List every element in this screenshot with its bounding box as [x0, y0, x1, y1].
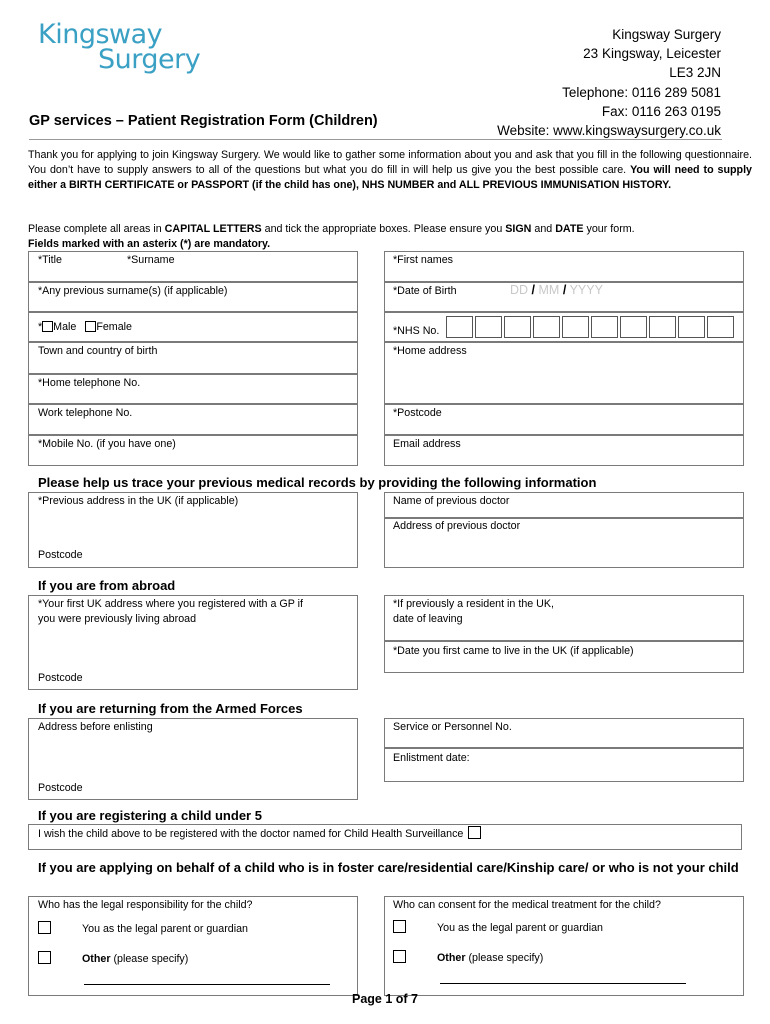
inst-bold: CAPITAL LETTERS: [164, 223, 262, 235]
divider: [29, 139, 722, 140]
inst-bold: DATE: [555, 223, 584, 235]
nhs-digit-box[interactable]: [707, 316, 734, 338]
mobile-label: *Mobile No. (if you have one): [38, 438, 176, 450]
abroad-postcode-label: Postcode: [38, 672, 83, 684]
chs-checkbox[interactable]: [468, 826, 481, 839]
addr-before-label: Address before enlisting: [38, 721, 153, 733]
abroad-heading: If you are from abroad: [38, 578, 176, 593]
other-label: Other: [81, 953, 111, 965]
title-label: *Title: [38, 254, 62, 266]
legal-parent-option: [38, 921, 248, 937]
logo-line2: Surgery: [98, 44, 201, 75]
form-title: GP services – Patient Registration Form (Children): [29, 113, 378, 129]
leaving-label: *If previously a resident in the UK,: [393, 598, 554, 610]
inst-bold: SIGN: [505, 223, 532, 235]
dob-day: DD: [510, 283, 529, 297]
service-no-label: Service or Personnel No.: [393, 721, 512, 733]
home-tel-label: *Home telephone No.: [38, 377, 141, 389]
address-line: 23 Kingsway, Leicester: [583, 46, 721, 62]
nhs-digit-box[interactable]: [475, 316, 502, 338]
address-line: LE3 2JN: [669, 65, 721, 81]
foster-heading: If you are applying on behalf of a child who is in foster care/residential care/Kinship care/ or who is not your child: [38, 860, 739, 875]
address-line: Fax: 0116 263 0195: [601, 103, 721, 119]
kingsway-surgery-logo: [38, 19, 213, 80]
consent-label: Who can consent for the medical treatment for the child?: [393, 899, 661, 911]
email-label: Email address: [393, 438, 461, 450]
address-line: Kingsway Surgery: [612, 27, 721, 42]
intro-bold: You will need to supply either a BIRTH CERTIFICATE or PASSPORT (if the child has one), NHS NUMBER and ALL PREVIOUS IMMUNISATION HISTORY.: [28, 164, 752, 191]
records-heading: Please help us trace your previous medical records by providing the following information: [38, 475, 597, 490]
leaving-label-2: date of leaving: [393, 613, 463, 625]
prev-doctor-label: Name of previous doctor: [393, 495, 510, 507]
dob-month: MM: [538, 283, 560, 297]
nhs-digit-box[interactable]: [649, 316, 676, 338]
under5-heading: If you are registering a child under 5: [38, 808, 262, 823]
sex-options: [38, 320, 132, 335]
surname-label: *Surname: [127, 254, 175, 266]
postcode-label: *Postcode: [393, 407, 442, 419]
nhs-label: *NHS No.: [393, 325, 440, 337]
dob-separator: /: [531, 283, 536, 297]
instructions: [28, 222, 752, 252]
address-line: Telephone: 0116 289 5081: [562, 84, 721, 100]
specify-label: (please specify): [113, 953, 189, 965]
legal-parent-label: You as the legal parent or guardian: [81, 923, 248, 935]
intro-paragraph: [28, 148, 752, 193]
consent-other-line[interactable]: [440, 983, 686, 984]
mandatory-note: Fields marked with an asterix (*) are mandatory.: [28, 238, 271, 250]
inst-text: your form.: [586, 223, 635, 235]
under5-label: I wish the child above to be registered with the doctor named for Child Health Surveillance: [38, 828, 464, 840]
mandatory-star: *: [38, 321, 43, 333]
under5-text: [38, 826, 481, 842]
dob-separator: /: [562, 283, 567, 297]
prev-surnames-label: *Any previous surname(s) (if applicable): [38, 285, 228, 297]
nhs-digit-box[interactable]: [562, 316, 589, 338]
page-number: Page 1 of 7: [352, 992, 418, 1006]
home-address-label: *Home address: [393, 345, 467, 357]
legal-other-line[interactable]: [84, 984, 330, 985]
address-line: Website: www.kingswaysurgery.co.uk: [497, 123, 721, 139]
other-label: Other: [436, 952, 466, 964]
surgery-address: [497, 25, 721, 140]
work-tel-label: Work telephone No.: [38, 407, 133, 419]
logo-line1: Kingsway: [38, 19, 163, 50]
legal-parent-checkbox[interactable]: [38, 921, 51, 934]
consent-parent-label: You as the legal parent or guardian: [436, 922, 603, 934]
enlistment-label: Enlistment date:: [393, 752, 470, 764]
armed-postcode-label: Postcode: [38, 782, 83, 794]
male-label: Male: [53, 321, 77, 333]
inst-text: and: [534, 223, 553, 235]
specify-label: (please specify): [468, 952, 544, 964]
consent-other-option: [393, 950, 543, 966]
consent-other-checkbox[interactable]: [393, 950, 406, 963]
legal-resp-label: Who has the legal responsibility for the child?: [38, 899, 253, 911]
armed-heading: If you are returning from the Armed Forces: [38, 701, 303, 716]
nhs-digit-box[interactable]: [446, 316, 473, 338]
dob-placeholder: [510, 283, 603, 298]
nhs-digit-box[interactable]: [504, 316, 531, 338]
prev-postcode-label: Postcode: [38, 549, 83, 561]
prev-address-label: *Previous address in the UK (if applicable): [38, 495, 239, 507]
prev-doctor-address-label: Address of previous doctor: [393, 520, 521, 532]
consent-parent-option: [393, 920, 603, 936]
nhs-digit-box[interactable]: [678, 316, 705, 338]
nhs-digit-box[interactable]: [620, 316, 647, 338]
date-came-label: *Date you first came to live in the UK (if applicable): [393, 645, 634, 657]
nhs-digit-box[interactable]: [591, 316, 618, 338]
first-names-label: *First names: [393, 254, 453, 266]
first-uk-label: *Your first UK address where you registered with a GP if: [38, 598, 303, 610]
dob-year: YYYY: [569, 283, 603, 297]
first-uk-label-2: you were previously living abroad: [38, 613, 197, 625]
legal-other-checkbox[interactable]: [38, 951, 51, 964]
consent-parent-checkbox[interactable]: [393, 920, 406, 933]
nhs-digit-box[interactable]: [533, 316, 560, 338]
inst-text: Please complete all areas in: [28, 223, 162, 235]
female-label: Female: [96, 321, 132, 333]
dob-label: *Date of Birth: [393, 285, 457, 297]
male-checkbox[interactable]: [42, 321, 53, 332]
intro-text: Thank you for applying to join Kingsway Surgery. We would like to gather some information about you and ask that you fill in the following questionnaire. You don’t have to supply answers to all of the questions but what you do fill in will help us give you the best possible care.: [28, 149, 752, 176]
inst-text: and tick the appropriate boxes. Please ensure you: [264, 223, 503, 235]
female-checkbox[interactable]: [85, 321, 96, 332]
town-birth-label: Town and country of birth: [38, 345, 158, 357]
legal-other-option: [38, 951, 188, 967]
title-surname-field[interactable]: [28, 251, 358, 282]
